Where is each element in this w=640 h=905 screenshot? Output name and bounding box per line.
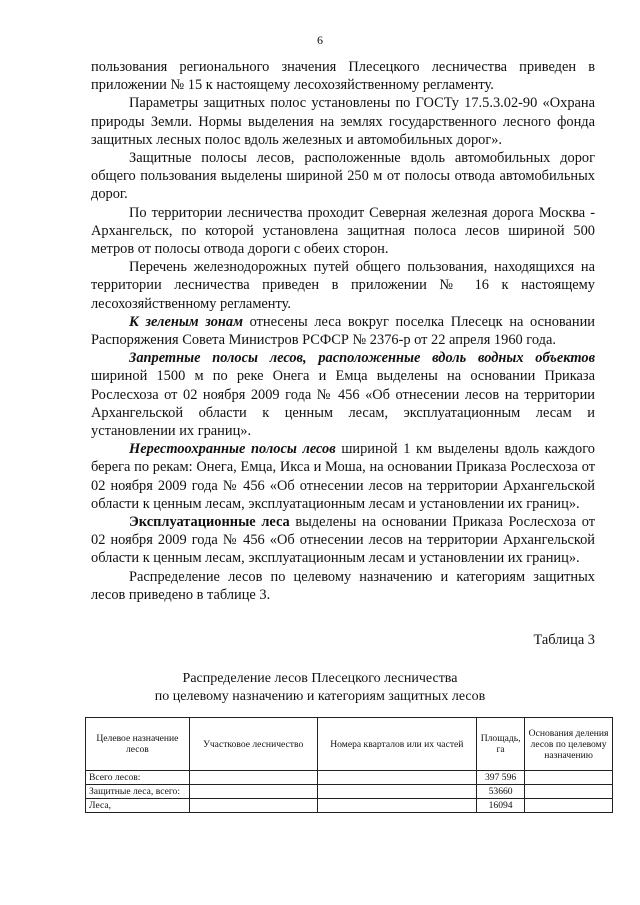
column-header: Целевое назначение лесов <box>86 718 190 771</box>
paragraph-lead: К зеленым зонам <box>129 313 243 330</box>
paragraph-rest: шириной 1 км выделены вдоль каждого берега по рекам: Онега, Емца, Икса и Моша, на основании Приказа Рослесхоза от 02 ноября 2009 года № 456 «Об отнесении лесов на территории Архангельской области к ценным лесам, эксплуатационным лесам и установлении их границ». <box>91 441 595 512</box>
table-cell <box>525 771 613 785</box>
paragraph: Защитные полосы лесов, расположенные вдоль автомобильных дорог общего пользования выделены шириной 250 м от полосы отвода автомобильных дорог. <box>91 150 595 203</box>
table-caption-line: по целевому назначению и категориям защитных лесов <box>154 689 486 704</box>
table-cell: 53660 <box>477 785 525 799</box>
column-header: Участковое лесничество <box>189 718 317 771</box>
table-header-row <box>86 718 613 771</box>
page-number: 6 <box>317 33 323 47</box>
table-cell: Леса, <box>86 799 190 813</box>
column-header: Номера кварталов или их частей <box>317 718 477 771</box>
paragraph: пользования регионального значения Плесецкого лесничества приведен в приложении № 15 к настоящему лесохозяйственному регламенту. <box>91 59 595 94</box>
table-cell: 397 596 <box>477 771 525 785</box>
table-cell <box>317 785 477 799</box>
table-cell <box>317 771 477 785</box>
document-body <box>91 58 595 604</box>
table-cell <box>189 799 317 813</box>
table-cell <box>525 785 613 799</box>
table-row <box>86 799 613 813</box>
paragraph <box>91 349 595 440</box>
paragraph-lead: Нерестоохранные полосы лесов <box>129 441 336 458</box>
table-cell <box>317 799 477 813</box>
paragraph <box>91 440 595 513</box>
paragraph-rest: шириной 1500 м по реке Онега и Емца выделены на основании Приказа Рослесхоза от 02 ноября 2009 года № 456 «Об отнесении лесов на территории Архангельской области к ценным лесам, эксплуатационным лесам и установлении их границ». <box>91 368 595 440</box>
paragraph: По территории лесничества проходит Северная железная дорога Москва - Архангельск, по которой установлена защитная полоса лесов шириной 500 метров от полосы отвода дороги с обеих сторон. <box>91 204 595 258</box>
forest-distribution-table <box>85 717 613 813</box>
table-cell <box>525 799 613 813</box>
table-cell: Защитные леса, всего: <box>86 785 190 799</box>
column-header: Площадь, га <box>477 718 525 771</box>
table-label: Таблица 3 <box>533 632 595 648</box>
paragraph-rest: отнесены леса вокруг поселка Плесецк на основании Распоряжения Совета Министров РСФСР № 2376-р от 22 апреля 1960 года. <box>91 313 595 349</box>
paragraph: Параметры защитных полос установлены по ГОСТу 17.5.3.02-90 «Охрана природы Земли. Нормы выделения на землях государственного лесного фонда защитных лесных полос вдоль железных и автомобильных дорог». <box>91 95 595 148</box>
table-cell <box>189 785 317 799</box>
paragraph: Перечень железнодорожных путей общего пользования, находящихся на территории лесничества приведен в приложении № 16 к настоящему лесохозяйственному регламенту. <box>91 259 595 312</box>
table-row <box>86 785 613 799</box>
paragraph <box>91 313 595 349</box>
paragraph-rest: выделены на основании Приказа Рослесхоза от 02 ноября 2009 года № 456 «Об отнесении лесов на территории Архангельской области к ценным лесам, эксплуатационным лесам и установлении их границ». <box>91 514 595 567</box>
paragraph-lead: Эксплуатационные леса <box>129 514 290 531</box>
table-cell: Всего лесов: <box>86 771 190 785</box>
table-cell <box>189 771 317 785</box>
table-row <box>86 771 613 785</box>
column-header: Основания деления лесов по целевому назначению <box>525 718 613 771</box>
paragraph <box>91 513 595 568</box>
table-cell: 16094 <box>477 799 525 813</box>
paragraph: Распределение лесов по целевому назначению и категориям защитных лесов приведено в таблице 3. <box>91 568 595 603</box>
paragraph-lead: Запретные полосы лесов, расположенные вдоль водных объектов <box>129 350 595 367</box>
table-caption-line: Распределение лесов Плесецкого лесничества <box>182 671 458 686</box>
table-caption <box>0 670 640 706</box>
